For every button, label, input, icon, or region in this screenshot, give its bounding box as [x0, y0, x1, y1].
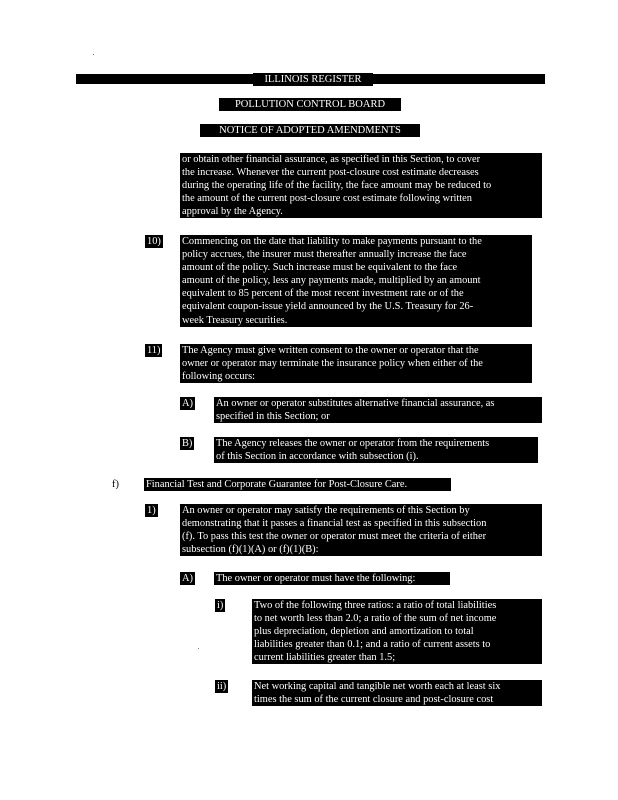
paragraph-ii-capital: [252, 680, 542, 706]
text-line: following occurs:: [182, 371, 256, 383]
paragraph-label-f: f): [112, 479, 119, 490]
paragraph-A-following: [214, 572, 450, 585]
text-line: An owner or operator may satisfy the requirements of this Section by: [182, 505, 470, 516]
text-line: equivalent to 85 percent of the most recent investment rate or of the: [182, 288, 464, 300]
paragraph-label-11: 11): [147, 345, 161, 356]
text-line: week Treasury securities.: [182, 314, 288, 326]
register-title: ILLINOIS REGISTER: [253, 73, 373, 86]
text-line: An owner or operator substitutes alternative financial assurance, as: [216, 398, 495, 409]
text-line: current liabilities greater than 1.5;: [254, 652, 396, 664]
text-line: The owner or operator must have the following:: [216, 573, 416, 584]
paragraph-label-ii: ii): [217, 681, 227, 692]
text-line: amount of the policy, less any payments made, multiplied by an amount: [182, 275, 481, 287]
text-line: the amount of the current post-closure cost estimate following written: [182, 193, 472, 205]
paragraph-10: [180, 235, 532, 327]
board-title: POLLUTION CONTROL BOARD: [219, 98, 401, 111]
text-line: plus depreciation, depletion and amortization to total: [254, 626, 474, 638]
text-line: specified in this Section; or: [216, 411, 330, 423]
text-line: amount of the policy. Such increase must be equivalent to the face: [182, 262, 458, 274]
text-line: to net worth less than 2.0; a ratio of the sum of net income: [254, 613, 497, 625]
text-line: equivalent coupon-issue yield announced by the U.S. Treasury for 26-: [182, 301, 474, 313]
scan-speck: [93, 54, 94, 55]
text-line: during the operating life of the facility, the face amount may be reduced to: [182, 180, 492, 192]
paragraph-label-i: i): [217, 600, 224, 611]
text-line: policy accrues, the insurer must thereafter annually increase the face: [182, 249, 467, 261]
paragraph-i-ratios: [252, 599, 542, 664]
paragraph-label-A: A): [182, 398, 193, 409]
paragraph-label-A-2: A): [182, 573, 193, 584]
text-line: Net working capital and tangible net worth each at least six: [254, 681, 501, 692]
paragraph-B-release: [214, 437, 538, 463]
paragraph-label-10: 10): [147, 236, 161, 247]
text-line: approval by the Agency.: [182, 206, 283, 218]
text-line: of this Section in accordance with subsection (i).: [216, 451, 419, 463]
text-line: Two of the following three ratios: a ratio of total liabilities: [254, 600, 497, 611]
text-line: liabilities greater than 0.1; and a ratio of current assets to: [254, 639, 491, 651]
text-line: The Agency releases the owner or operator from the requirements: [216, 438, 490, 449]
text-line: owner or operator may terminate the insurance policy when either of the: [182, 358, 483, 370]
text-line: or obtain other financial assurance, as specified in this Section, to cover: [182, 154, 481, 165]
paragraph-A-substitute: [214, 397, 542, 423]
paragraph-label-B: B): [182, 438, 193, 449]
text-line: times the sum of the current closure and post-closure cost: [254, 694, 494, 706]
text-line: (f). To pass this test the owner or operator must meet the criteria of either: [182, 531, 487, 543]
scan-speck: [198, 648, 199, 649]
notice-title: NOTICE OF ADOPTED AMENDMENTS: [200, 124, 420, 137]
paragraph-continuation: [180, 153, 542, 218]
text-line: The Agency must give written consent to the owner or operator that the: [182, 345, 479, 356]
section-f-heading: [144, 478, 451, 491]
paragraph-1: [180, 504, 542, 556]
paragraph-label-1: 1): [147, 505, 156, 516]
text-line: Financial Test and Corporate Guarantee for Post-Closure Care.: [146, 479, 408, 490]
text-line: Commencing on the date that liability to make payments pursuant to the: [182, 236, 482, 247]
text-line: demonstrating that it passes a financial test as specified in this subsection: [182, 518, 487, 530]
text-line: the increase. Whenever the current post-closure cost estimate decreases: [182, 167, 479, 179]
paragraph-11: [180, 344, 532, 383]
text-line: subsection (f)(1)(A) or (f)(1)(B):: [182, 544, 319, 556]
